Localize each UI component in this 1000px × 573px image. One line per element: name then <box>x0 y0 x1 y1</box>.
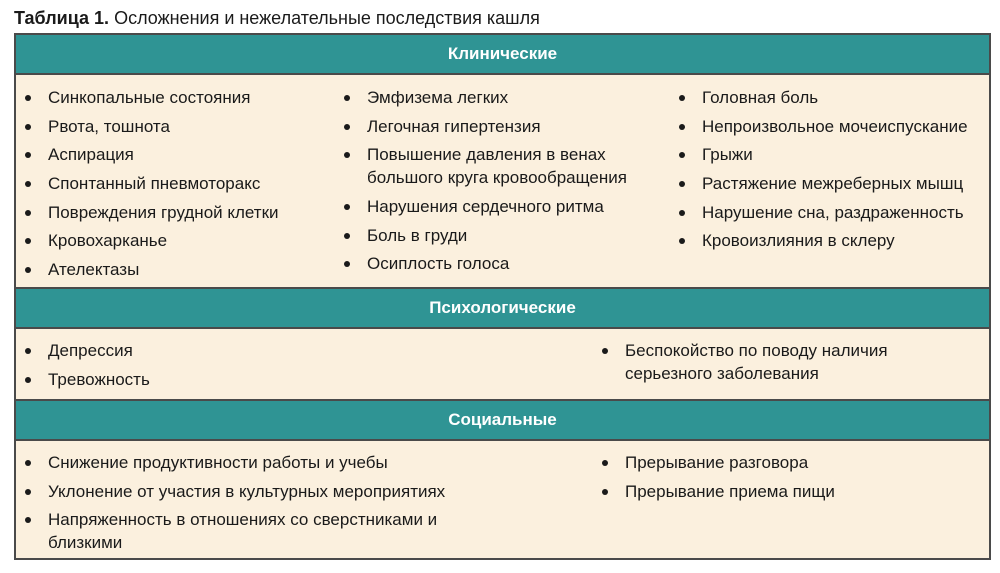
clinical-column-2 <box>343 86 653 281</box>
caption-text: Осложнения и нежелательные последствия кашля <box>114 8 540 28</box>
list-item: Боль в груди <box>343 224 653 247</box>
list-item: Синкопальные состояния <box>24 86 334 109</box>
list-item: Аспирация <box>24 143 334 166</box>
list-item: Растяжение межреберных мышц <box>678 172 988 195</box>
list-item: Осиплость голоса <box>343 252 653 275</box>
clinical-column-3 <box>678 86 988 258</box>
list-item: Уклонение от участия в культурных мероприятиях <box>24 480 464 503</box>
list-item: Тревожность <box>24 368 504 391</box>
social-column-2 <box>601 451 931 508</box>
caption-label: Таблица 1. <box>14 8 110 28</box>
list-item: Эмфизема легких <box>343 86 653 109</box>
list-item: Кровоизлияния в склеру <box>678 229 988 252</box>
list-item: Ателектазы <box>24 258 334 281</box>
list-item: Спонтанный пневмоторакс <box>24 172 334 195</box>
table-caption <box>14 7 540 29</box>
social-column-1 <box>24 451 464 560</box>
section-body-social <box>16 441 989 558</box>
list-item: Напряженность в отношениях со сверстниками и близкими <box>24 508 448 554</box>
clinical-column-1 <box>24 86 334 287</box>
section-body-clinical <box>16 75 989 287</box>
list-item: Непроизвольное мочеиспускание <box>678 115 988 138</box>
section-header-psychological: Психологические <box>16 287 989 329</box>
list-item: Нарушения сердечного ритма <box>343 195 653 218</box>
section-header-social: Социальные <box>16 399 989 441</box>
list-item: Кровохарканье <box>24 229 334 252</box>
psychological-column-1 <box>24 339 504 396</box>
list-item: Повреждения грудной клетки <box>24 201 334 224</box>
list-item: Рвота, тошнота <box>24 115 334 138</box>
list-item: Депрессия <box>24 339 504 362</box>
psychological-column-2 <box>601 339 921 391</box>
list-item: Грыжи <box>678 143 988 166</box>
list-item: Нарушение сна, раздраженность <box>678 201 988 224</box>
list-item: Беспокойство по поводу наличия серьезного заболевания <box>601 339 921 385</box>
list-item: Прерывание разговора <box>601 451 931 474</box>
list-item: Снижение продуктивности работы и учебы <box>24 451 464 474</box>
list-item: Легочная гипертензия <box>343 115 653 138</box>
complications-table <box>14 33 991 560</box>
section-body-psychological <box>16 329 989 399</box>
list-item: Повышение давления в венах большого круга кровообращения <box>343 143 653 189</box>
list-item: Прерывание приема пищи <box>601 480 931 503</box>
section-header-clinical: Клинические <box>16 35 989 75</box>
list-item: Головная боль <box>678 86 988 109</box>
